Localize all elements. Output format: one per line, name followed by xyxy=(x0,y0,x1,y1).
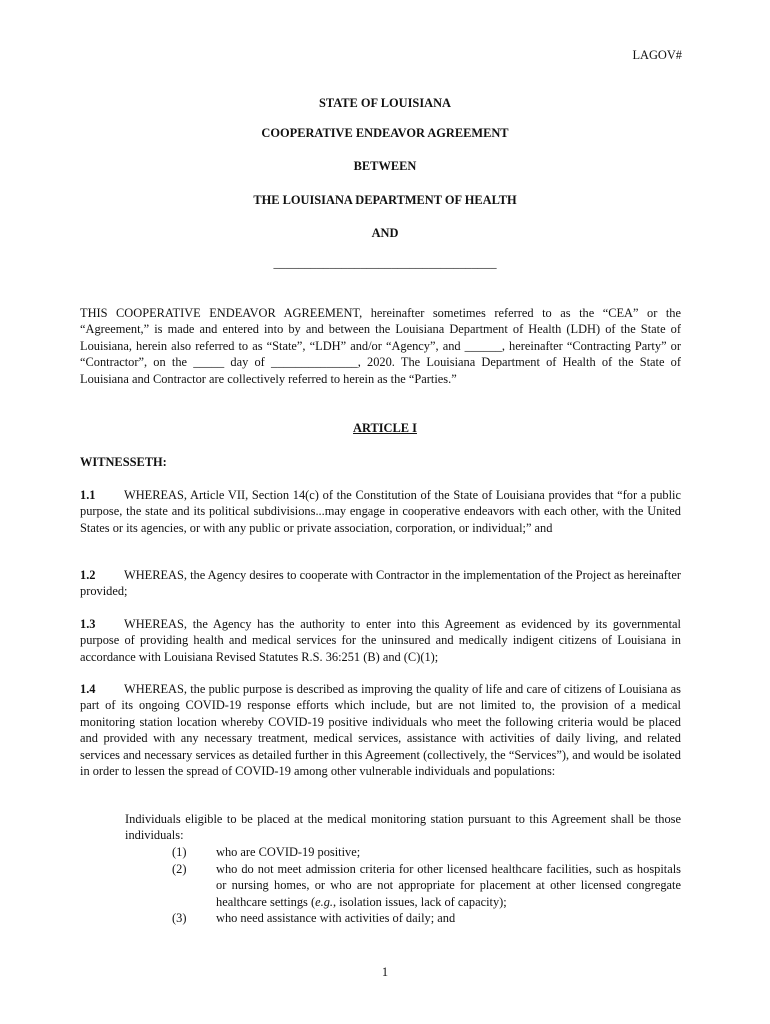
intro-paragraph: THIS COOPERATIVE ENDEAVOR AGREEMENT, hereinafter sometimes referred to as the “CEA” or the “Agreement,” is made and entered into by and between the Louisiana Department of Health (LDH) of the State of Louisiana, herein also referred to as “State”, “LDH” and/or “Agency”, and ______, hereinafter “Contracting Party” or “Contractor”, on the _____ day of ______________, 2020. The Louisiana Department of Health of the State of Louisiana and Contractor are collectively referred to herein as the “Parties.” xyxy=(80,306,681,386)
clause-number: 1.4 xyxy=(80,682,96,696)
article-heading: ARTICLE I xyxy=(353,421,417,435)
clause-text: WHEREAS, the Agency has the authority to enter into this Agreement as evidenced by its governmental purpose of providing health and medical services for the uninsured and medically indigent citizens of Louisiana in accordance with Louisiana Revised Statutes R.S. 36:251 (B) and (C)(1); xyxy=(80,617,681,664)
document-reference: LAGOV# xyxy=(632,48,682,62)
clause-text: WHEREAS, the public purpose is described as improving the quality of life and care of citizens of Louisiana as part of its ongoing COVID-19 response efforts which include, but are not limited to, the provision of a medical monitoring station location whereby COVID-19 positive individuals who meet the following criteria would be placed and provided with any necessary treatment, medical services, assistance with activities of daily living, and related services and necessary services as detailed further in this Agreement (collectively, the “Services”), and would be isolated in order to lessen the spread of COVID-19 among other vulnerable individuals and populations: xyxy=(80,682,681,779)
clause-1-3 xyxy=(80,616,681,665)
title-between: BETWEEN xyxy=(353,159,417,173)
witnesseth-heading: WITNESSETH: xyxy=(80,455,167,469)
clause-1-1 xyxy=(80,487,681,536)
title-department: THE LOUISIANA DEPARTMENT OF HEALTH xyxy=(253,193,517,207)
title-agreement: COOPERATIVE ENDEAVOR AGREEMENT xyxy=(261,126,509,140)
title-state: STATE OF LOUISIANA xyxy=(319,96,451,110)
clause-1-2 xyxy=(80,567,681,600)
contractor-name-blank: ____________________________________ xyxy=(273,256,497,270)
title-and: AND xyxy=(371,226,399,240)
list-text: who are COVID-19 positive; xyxy=(216,845,361,859)
clause-number: 1.1 xyxy=(80,488,96,502)
list-text: who need assistance with activities of daily; and xyxy=(216,911,456,925)
clause-1-4 xyxy=(80,681,681,779)
page-number: 1 xyxy=(381,965,389,979)
list-number: (1) xyxy=(172,845,187,859)
list-number: (3) xyxy=(172,911,187,925)
list-number: (2) xyxy=(172,862,187,876)
eligibility-intro: Individuals eligible to be placed at the medical monitoring station pursuant to this Agreement shall be those individuals: xyxy=(125,812,681,843)
clause-number: 1.2 xyxy=(80,568,96,582)
clause-number: 1.3 xyxy=(80,617,96,631)
clause-text: WHEREAS, the Agency desires to cooperate with Contractor in the implementation of the Project as hereinafter provided; xyxy=(80,568,681,599)
clause-text: WHEREAS, Article VII, Section 14(c) of the Constitution of the State of Louisiana provides that “for a public purpose, the state and its political subdivisions...may engage in cooperative endeavors with each other, with the United States or its agencies, or with any public or private association, corporation, or individual;” and xyxy=(80,488,681,535)
list-text: who do not meet admission criteria for other licensed healthcare facilities, such as hospitals or nursing homes, or who are not appropriate for placement at other licensed congregate healthcare settings (e.g., isolation issues, lack of capacity); xyxy=(216,862,681,909)
